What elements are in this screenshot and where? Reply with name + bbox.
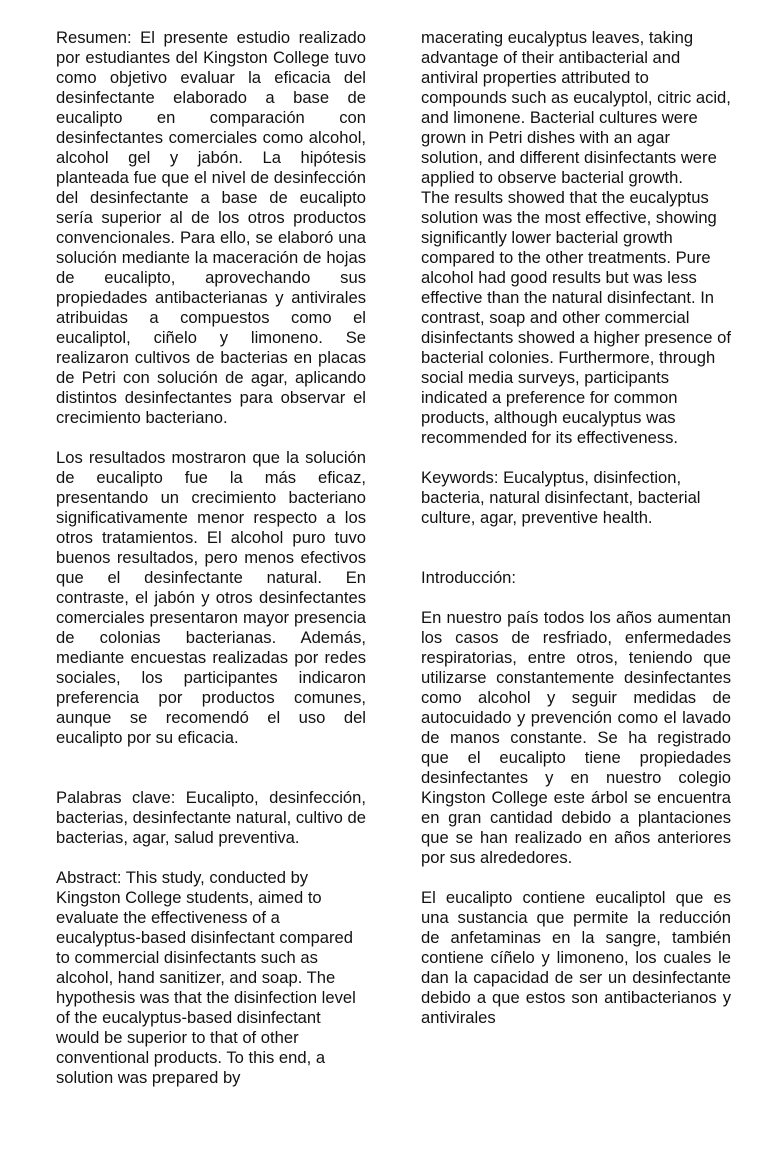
introduction-paragraph-2: El eucalipto contiene eucaliptol que es una sustancia que permite la reducción de anfetaminas en la sangre, también contiene cíñelo y limoneno, los cuales le dan la capacidad de ser un desinfectante debido a que estos son antibacterianos y antivirales <box>421 888 731 1027</box>
resultados-paragraph: Los resultados mostraron que la solución de eucalipto fue la más eficaz, presentando un crecimiento bacteriano significativamente menor respecto a los otros tratamientos. El alcohol puro tuvo buenos resultados, pero menos efectivos que el desinfectante natural. En contraste, el jabón y otros desinfectantes comerciales presentaron mayor presencia de colonias bacterianas. Además, mediante encuestas realizadas por redes sociales, los participantes indicaron preferencia por productos comunes, aunque se recomendó el uso del eucalipto por su eficacia. <box>56 448 366 747</box>
right-column <box>421 28 731 1028</box>
resumen-paragraph: Resumen: El presente estudio realizado por estudiantes del Kingston College tuvo como objetivo evaluar la eficacia del desinfectante elaborado a base de eucalipto en comparación con desinfectantes comerciales como alcohol, alcohol gel y jabón. La hipótesis planteada fue que el nivel de desinfección del desinfectante a base de eucalipto sería superior al de los otros productos convencionales. Para ello, se elaboró una solución mediante la maceración de hojas de eucalipto, aprovechando sus propiedades antibacterianas y antivirales atribuidas a compuestos como el eucaliptol, ciñelo y limoneno. Se realizaron cultivos de bacterias en placas de Petri con solución de agar, aplicando distintos desinfectantes para observar el crecimiento bacteriano. <box>56 28 366 427</box>
abstract-paragraph: Abstract: This study, conducted by Kingston College students, aimed to evaluate the effectiveness of a eucalyptus-based disinfectant compared to commercial disinfectants such as alcohol, hand sanitizer, and soap. The hypothesis was that the disinfection level of the eucalyptus-based disinfectant would be superior to that of other conventional products. To this end, a solution was prepared by <box>56 868 356 1087</box>
introduction-paragraph-1: En nuestro país todos los años aumentan los casos de resfriado, enfermedades respiratorias, entre otros, teniendo que utilizarse constantemente desinfectantes como alcohol y seguir medidas de autocuidado y prevención como el lavado de manos constante. Se ha registrado que el eucalipto tiene propiedades desinfectantes y en nuestro colegio Kingston College este árbol se encuentra en gran cantidad debido a plantaciones que se han realizado en años anteriores por sus alrededores. <box>421 608 731 867</box>
introduction-heading: Introducción: <box>421 568 517 587</box>
keywords-paragraph: Keywords: Eucalyptus, disinfection, bacteria, natural disinfectant, bacterial culture, agar, preventive health. <box>421 468 701 527</box>
abstract-continuation-paragraph: macerating eucalyptus leaves, taking advantage of their antibacterial and antiviral properties attributed to compounds such as eucalyptol, citric acid, and limonene. Bacterial cultures were grown in Petri dishes with an agar solution, and different disinfectants were applied to observe bacterial growth. <box>421 28 731 187</box>
palabras-clave-paragraph: Palabras clave: Eucalipto, desinfección, bacterias, desinfectante natural, cultivo de bacterias, agar, salud preventiva. <box>56 788 366 847</box>
left-column <box>56 28 366 1088</box>
results-english-paragraph: The results showed that the eucalyptus solution was the most effective, showing significantly lower bacterial growth compared to the other treatments. Pure alcohol had good results but was less effective than the natural disinfectant. In contrast, soap and other commercial disinfectants showed a higher presence of bacterial colonies. Furthermore, through social media surveys, participants indicated a preference for common products, although eucalyptus was recommended for its effectiveness. <box>421 188 731 447</box>
